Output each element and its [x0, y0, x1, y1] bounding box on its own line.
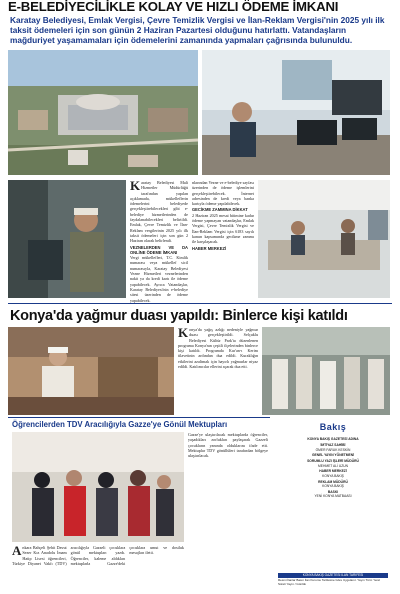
prayer-crowd-photo	[8, 327, 174, 415]
masthead	[280, 422, 386, 434]
dropcap: A	[12, 543, 22, 558]
section-divider	[8, 303, 392, 304]
ad-rates-text: Resmi İlanlar Basın İlan Kurumu Tarifesine Göre Uygulanır. Yayın Türü: Yerel Süreli Yayın / Günlük	[278, 578, 380, 586]
byline: HABER MERKEZİ	[192, 245, 227, 251]
masthead-title: Bakış	[319, 422, 347, 432]
office-computer-photo	[202, 50, 390, 175]
section-headline: Öğrencilerden TDV Aracılığıyla Gazze'ye Gönül Mektupları	[12, 420, 228, 429]
article-column-2: nlarından Vezne ve e-belediye sayfası üzerinden de ödeme işlemlerini gerçekleştirebilecek. İnternet adresinden de kredi veya banka kartıyla ödeme yapılabilecek. GECİKME ZAMMINA DİKKAT 2 Haziran 2025 mesai bitimine kadar ödeme yapmayan vatandaşlar, Emlak Vergisi, Çevre Temizlik Vergisi ve İlan-Reklam Vergisi için 6183 sayılı kanun kapsamında gecikme zammı ile karşılaşacak. HABER MERKEZİ	[192, 180, 254, 251]
section-headline: Konya'da yağmur duası yapıldı: Binlerce kişi katıldı	[10, 308, 348, 324]
ad-rates-bar: KONYA BAKIŞ GAZETESİ İLAN TARİFESİ	[278, 573, 388, 578]
subheading: VEZNELERDEN VE DA ONLİNE ÖDEME İMKANI	[130, 244, 188, 255]
subheading: GECİKME ZAMMINA DİKKAT	[192, 207, 248, 213]
imprint-block: REKLAM MÜDÜRÜ KONYA BAKIŞ	[318, 479, 348, 488]
section-divider	[8, 417, 270, 418]
imprint-block: KONYA BAKIŞ GAZETESİ ADINA İMTİYAZ SAHİBİ ÖMER FARUK KESKİN	[307, 437, 359, 452]
article-body: Ankara Bahçeli Şehit Davut Sezer Kız Anadolu İmam Hatip Lisesi öğrencileri, Türkiye Diyanet Vakfı (TDV) aracılığıyla Gazzeli çocuklara gönül mektupları yazdı. Öğrenciler, kaleme aldıkları mektuplarla Gazze'deki çocuklara umut ve dostluk mesajları iletti.	[12, 543, 184, 566]
article-column-1: Karatay Belediyesi Mali Hizmetler Müdürlüğü tarafından yapılan açıklamada, mükelleflerin ödemelerini belediyede gerçekleştirebilecekleri gibi e-belediye hizmetlerinden de faydalanabilecekleri belirtildi. Emlak, Çevre Temizlik ve İlan-Reklam vergilerinin 2025 yılı ilk taksit ödemeleri için son gün 2 Haziran olarak belirlendi. VEZNELERDEN VE DA ONLİNE ÖDEME İMKANI Vergi mükellefleri, T.C. Kimlik numarası veya mükellef sicil numarasıyla, Karatay Belediyesi Vezne Hizmetleri veznelerinden nakit ya da kredi kartı ile ödeme yapabilecek. Ayrıca Vatandaşlar, Karatay Belediyesi'nin e-belediye sitesi üzerinden de ödeme yapabilecek.	[130, 178, 188, 303]
aerial-city-photo	[8, 50, 198, 175]
imprint-block: GENEL YAYIN YÖNETMENİ SORUMLU YAZI İŞLERİ MÜDÜRÜ MEHMET ALİ UZUN	[307, 453, 359, 468]
office-counter-photo	[258, 180, 390, 298]
dropcap: K	[178, 325, 189, 340]
imprint-block: BASKI YENİ KONYA MATBAASI	[314, 489, 352, 499]
headline-lead: Karatay Belediyesi, Emlak Vergisi, Çevre Temizlik Vergisi ve İlan-Reklam Vergisi'nin 2025 yılı ilk taksit ödemeleri için son günün 2 Haziran Pazartesi olduğunu hatırlattı. Vatandaşların mağduriyet yaşamamaları için ödemelerini zamanında yapmaları çağrısında bulunuldu.	[10, 15, 385, 46]
man-portrait-photo	[8, 180, 126, 298]
article-body: Konya'da yağış azlığı nedeniyle yağmur duası gerçekleştirildi. Selçuklu Belediyesi Kültür Park'ta düzenlenen programa Konya'nın çeşitli ilçelerinden binlerce kişi katıldı. Programda Kur'an-ı Kerim tilavetinin ardından dua edildi. Kuraklığın etkilerini azaltmak için hayırlı yağmurlar niyaz edildi. Katılımcılar ellerini açarak dua etti.	[178, 325, 258, 370]
imprint	[278, 436, 388, 499]
prayer-gathering-photo	[262, 327, 390, 415]
dropcap: K	[130, 178, 141, 193]
imprint-block: HABER MERKEZİ KONYA BAKIŞ	[319, 469, 347, 478]
page-headline: E-BELEDİYECİLİKLE KOLAY VE HIZLI ÖDEME İMKANI	[8, 0, 339, 14]
students-photo	[12, 432, 184, 542]
article-column-3: Gazze'ye ulaştırılacak mektuplarda öğrenciler, yaşadıkları zorlukları paylaşarak Gazzeli çocukların yanında olduklarını ifade etti. Mektuplar TDV gönüllüleri tarafından bölgeye ulaştırılacak.	[188, 432, 268, 459]
